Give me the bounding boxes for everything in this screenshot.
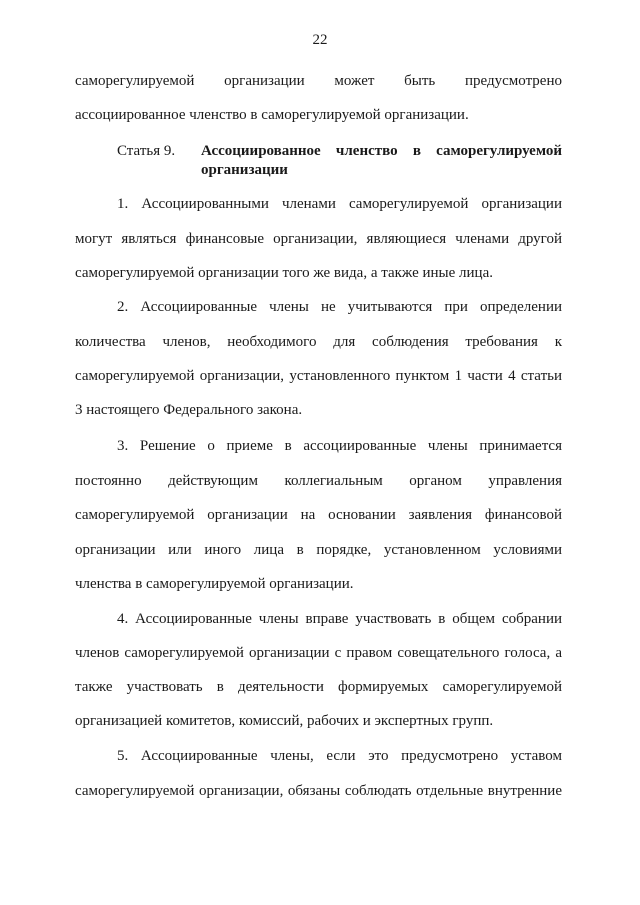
paragraph-1-line: саморегулируемой организации того же вида, а также иные лица. — [75, 265, 493, 281]
page-number: 22 — [312, 32, 328, 48]
paragraph-3-line: членства в саморегулируемой организации. — [75, 576, 354, 592]
paragraph-4-line: членов саморегулируемой организации с правом совещательного голоса, а — [75, 645, 562, 661]
paragraph-2-line: 3 настоящего Федерального закона. — [75, 402, 303, 418]
paragraph-3-line: организации или иного лица в порядке, установленном условиями — [75, 542, 562, 558]
article-title: Ассоциированное членство в саморегулируемой — [201, 143, 562, 159]
paragraph-4-line: организацией комитетов, комиссий, рабочих и экспертных групп. — [75, 713, 494, 729]
paragraph-5-line: 5. Ассоциированные члены, если это предусмотрено уставом — [117, 748, 562, 764]
paragraph-3-line: 3. Решение о приеме в ассоциированные члены принимается — [117, 438, 562, 454]
paragraph-4-line: 4. Ассоциированные члены вправе участвовать в общем собрании — [117, 611, 562, 627]
paragraph-2-line: саморегулируемой организации, установленного пунктом 1 части 4 статьи — [75, 368, 562, 384]
paragraph-3-line: саморегулируемой организации на основании заявления финансовой — [75, 507, 562, 523]
paragraph-4-line: также участвовать в деятельности формируемых саморегулируемой — [75, 679, 562, 695]
paragraph-2-line: 2. Ассоциированные члены не учитываются при определении — [117, 299, 562, 315]
paragraph-5-line: саморегулируемой организации, обязаны соблюдать отдельные внутренние — [75, 783, 562, 799]
text-line: ассоциированное членство в саморегулируемой организации. — [75, 107, 469, 123]
paragraph-1-line: могут являться финансовые организации, являющиеся членами другой — [75, 231, 562, 247]
article-number: Статья 9. — [117, 143, 176, 159]
paragraph-3-line: постоянно действующим коллегиальным органом управления — [75, 473, 562, 489]
article-title-continued: организации — [201, 162, 288, 178]
paragraph-1-line: 1. Ассоциированными членами саморегулируемой организации — [117, 196, 562, 212]
paragraph-2-line: количества членов, необходимого для соблюдения требования к — [75, 334, 562, 350]
text-line: саморегулируемой организации может быть предусмотрено — [75, 73, 562, 89]
